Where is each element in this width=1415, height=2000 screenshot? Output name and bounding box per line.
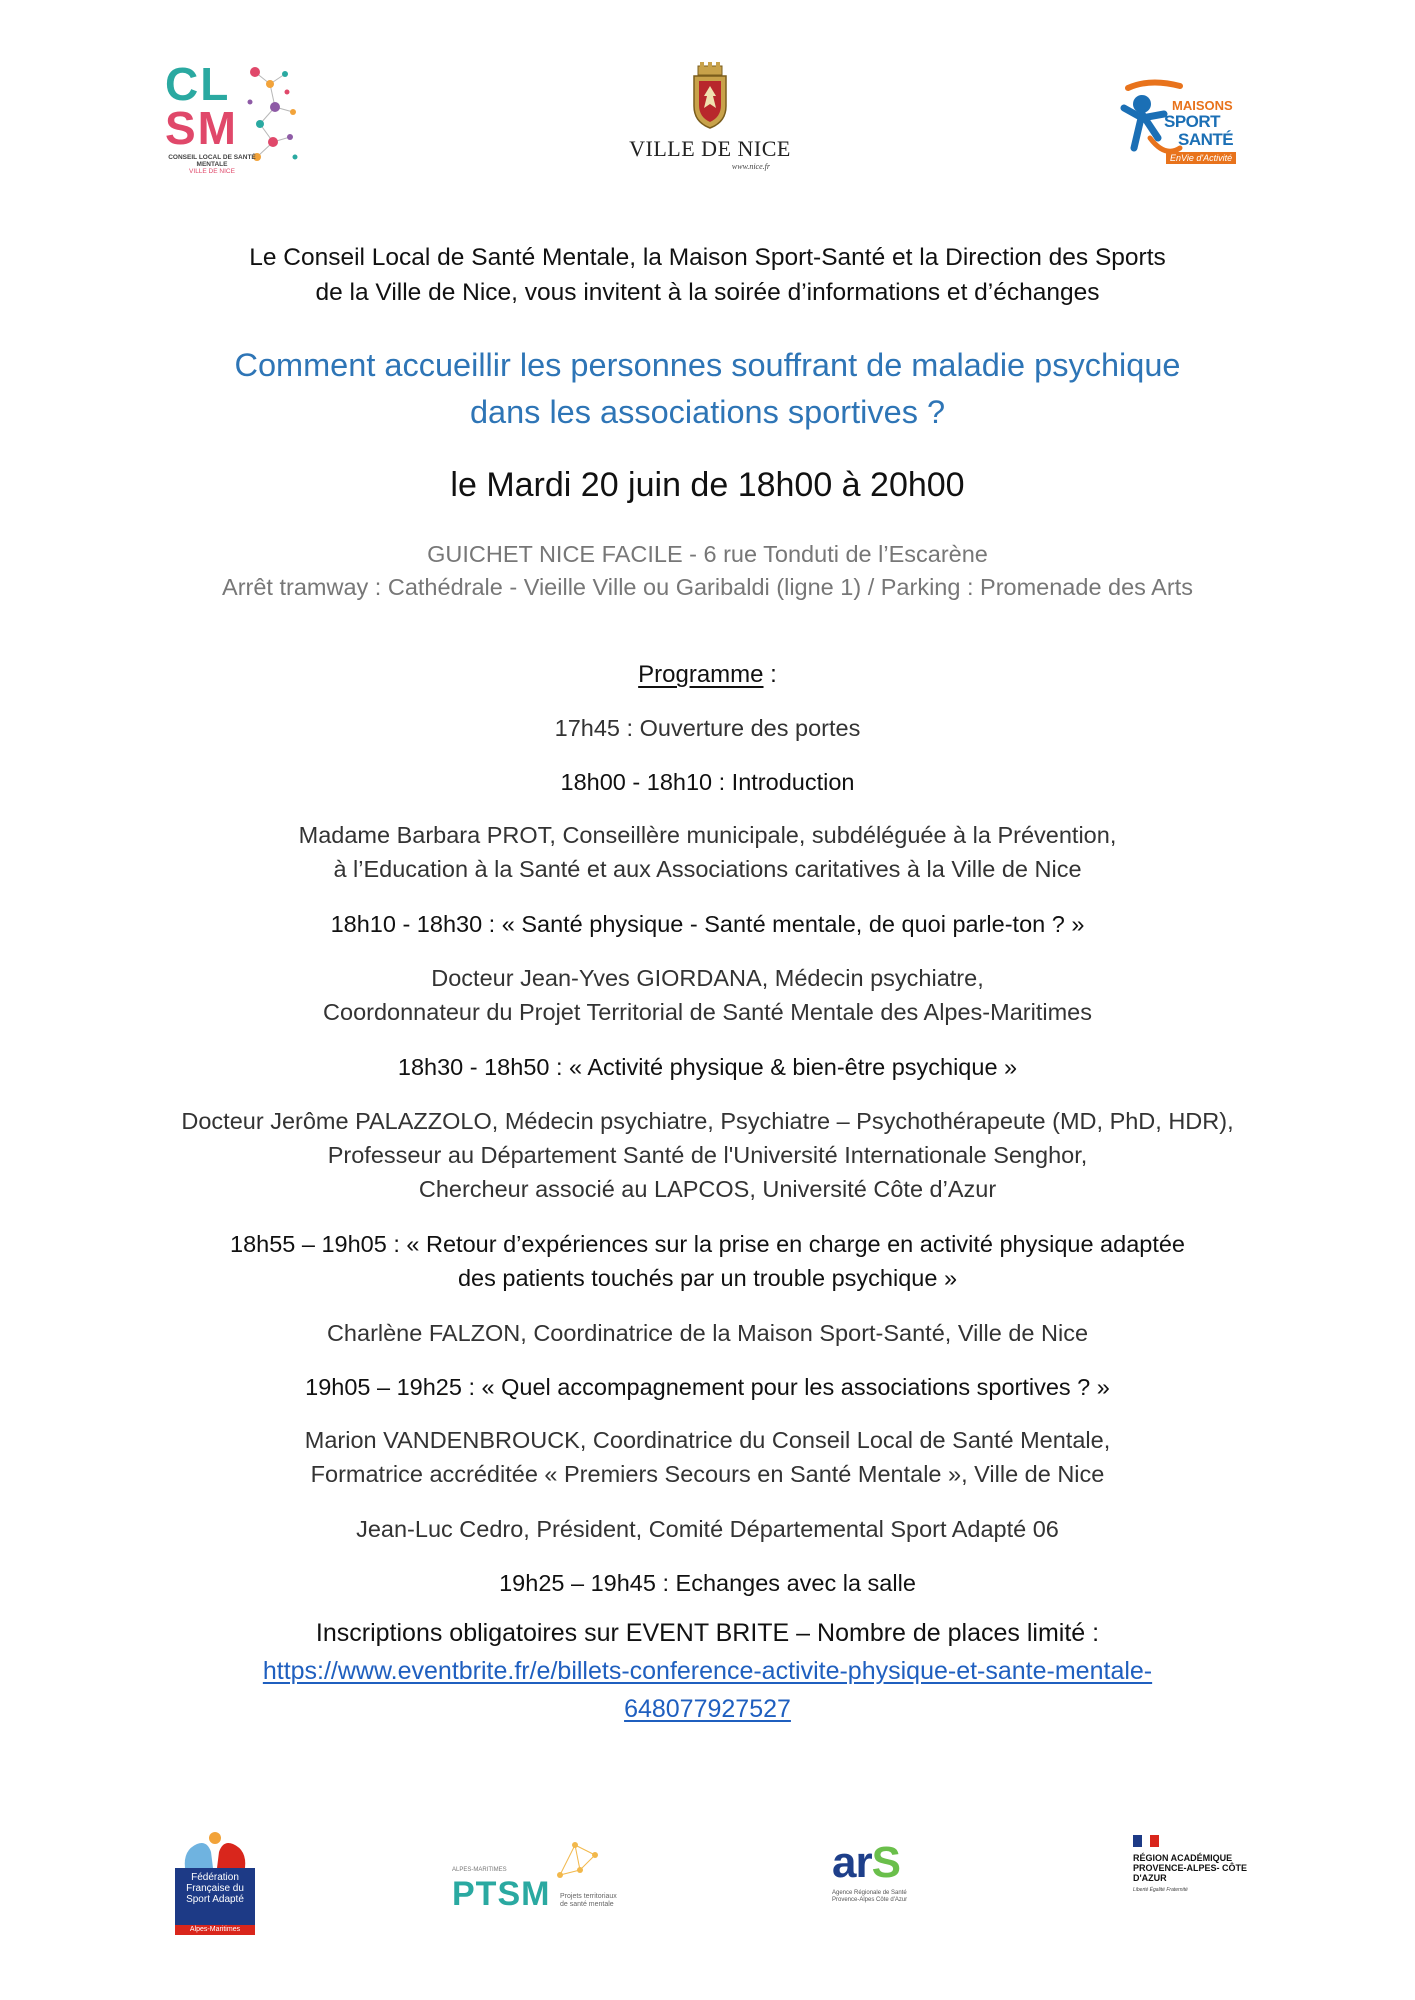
event-date-text: Mardi 20 juin de 18h00 à 20h00 xyxy=(486,466,965,504)
slot2-speaker-line-1: Docteur Jerôme PALAZZOLO, Médecin psychiatre, Psychiatre – Psychothérapeute (MD, PhD, HDR), xyxy=(181,1108,1234,1134)
slot4-speaker-line-1: Marion VANDENBROUCK, Coordinatrice du Conseil Local de Santé Mentale, xyxy=(304,1427,1111,1453)
clsm-logo xyxy=(165,58,305,182)
french-flag-icon xyxy=(1133,1835,1159,1847)
ptsm-top: ALPES-MARITIMES xyxy=(452,1867,507,1873)
headline-line-2: dans les associations sportives ? xyxy=(469,394,946,430)
ptsm-word-text: PTSM xyxy=(452,1875,551,1913)
slot2-speaker-line-2: Professeur au Département Santé de l'Université Internationale Senghor, xyxy=(327,1142,1088,1168)
programme-slot-4-speakers xyxy=(0,1423,1415,1491)
programme-slot-4: 19h05 – 19h25 : « Quel accompagnement pour les associations sportives ? » xyxy=(305,1374,1110,1400)
registration-link[interactable] xyxy=(0,1652,1415,1728)
maisons-sport-sante-logo xyxy=(1120,78,1250,168)
clsm-letters-top: CL xyxy=(165,58,231,110)
clsm-letters xyxy=(165,58,238,154)
nice-logo-url: www.nice.fr xyxy=(731,162,770,171)
ffsa-foot: Alpes-Maritimes xyxy=(175,1925,255,1935)
region-motto: Liberté Égalité Fraternité xyxy=(1133,1887,1188,1893)
programme-title-text: Programme xyxy=(638,661,764,688)
mss-line2: SPORT xyxy=(1164,112,1221,131)
programme-slot-4-speaker-3: Jean-Luc Cedro, Président, Comité Départemental Sport Adapté 06 xyxy=(356,1516,1059,1542)
ptsm-network-icon xyxy=(550,1835,610,1885)
programme-slot-5: 19h25 – 19h45 : Echanges avec la salle xyxy=(499,1570,916,1596)
intro-speaker-line-1: Madame Barbara PROT, Conseillère municipale, subdéléguée à la Prévention, xyxy=(298,822,1117,848)
nice-crest-icon xyxy=(680,62,740,132)
event-venue xyxy=(0,538,1415,604)
region-text: RÉGION ACADÉMIQUE PROVENCE-ALPES- CÔTE D'AZUR xyxy=(1133,1853,1248,1883)
ars-small: Agence Régionale de Santé Provence-Alpes Côte d'Azur xyxy=(832,1890,908,1903)
intro-text xyxy=(0,240,1415,310)
ffsa-hands-icon xyxy=(175,1830,255,1870)
headline-line-1: Comment accueillir les personnes souffrant de maladie psychique xyxy=(234,347,1181,383)
event-date xyxy=(0,463,1415,507)
region-academique-logo xyxy=(1133,1835,1263,1905)
programme-title-suffix: : xyxy=(763,661,777,688)
ville-de-nice-logo xyxy=(620,62,800,192)
intro-line-2: de la Ville de Nice, vous invitent à la soirée d’informations et d’échanges xyxy=(315,279,1100,306)
slot1-speaker-line-1: Docteur Jean-Yves GIORDANA, Médecin psychiatre, xyxy=(431,965,984,991)
clsm-caption xyxy=(167,154,257,175)
clsm-subcaption: VILLE DE NICE xyxy=(189,168,235,175)
ffsa-text: Fédération Française du Sport Adapté xyxy=(175,1868,255,1933)
venue-line-2: Arrêt tramway : Cathédrale - Vieille Ville ou Garibaldi (ligne 1) / Parking : Promenade des Arts xyxy=(222,574,1193,600)
programme-slot-1-speaker xyxy=(0,961,1415,1029)
ars-word-s: S xyxy=(871,1838,900,1887)
registration-text: Inscriptions obligatoires sur EVENT BRITE – Nombre de places limité : xyxy=(315,1619,1100,1647)
programme-slot-1: 18h10 - 18h30 : « Santé physique - Santé mentale, de quoi parle-ton ? » xyxy=(330,911,1085,937)
programme-slot-2: 18h30 - 18h50 : « Activité physique & bien-être psychique » xyxy=(397,1054,1018,1080)
ffsa-logo xyxy=(175,1830,255,1935)
slot1-speaker-line-2: Coordonnateur du Projet Territorial de Santé Mentale des Alpes-Maritimes xyxy=(323,999,1092,1025)
venue-line-1: GUICHET NICE FACILE - 6 rue Tonduti de l’Escarène xyxy=(427,541,988,567)
programme-slot-3-speaker: Charlène FALZON, Coordinatrice de la Maison Sport-Santé, Ville de Nice xyxy=(326,1320,1089,1346)
slot4-speaker-line-2: Formatrice accréditée « Premiers Secours en Santé Mentale », Ville de Nice xyxy=(310,1461,1105,1487)
mss-line1: MAISONS xyxy=(1172,98,1233,113)
mss-tag: EnVie d'Activité xyxy=(1166,152,1236,164)
event-date-prefix: le xyxy=(450,466,487,504)
ars-word-a: ar xyxy=(832,1838,872,1887)
intro-line-1: Le Conseil Local de Santé Mentale, la Maison Sport-Santé et la Direction des Sports xyxy=(249,244,1166,271)
programme-intro-speaker xyxy=(0,818,1415,886)
slot2-speaker-line-3: Chercheur associé au LAPCOS, Université Côte d’Azur xyxy=(418,1176,997,1202)
ptsm-small: Projets territoriaux de santé mentale xyxy=(560,1893,617,1908)
intro-speaker-line-2: à l’Education à la Santé et aux Associations caritatives à la Ville de Nice xyxy=(333,856,1082,882)
registration-link-line-1[interactable]: https://www.eventbrite.fr/e/billets-conference-activite-physique-et-sante-mentale- xyxy=(262,1657,1153,1685)
slot3-line-2: des patients touchés par un trouble psychique » xyxy=(457,1265,958,1291)
programme-slot-3 xyxy=(0,1227,1415,1295)
clsm-caption-text: CONSEIL LOCAL DE SANTÉ MENTALE xyxy=(168,154,256,168)
programme-title xyxy=(0,658,1415,692)
clsm-letters-bottom: SM xyxy=(165,102,238,154)
programme-opening: 17h45 : Ouverture des portes xyxy=(554,715,861,741)
ptsm-logo xyxy=(450,1835,625,1925)
slot3-line-1: 18h55 – 19h05 : « Retour d’expériences sur la prise en charge en activité physique adaptée xyxy=(230,1231,1185,1257)
mss-line3: SANTÉ xyxy=(1178,130,1234,149)
programme-slot-2-speaker xyxy=(0,1104,1415,1206)
ars-logo xyxy=(832,1838,932,1908)
registration-link-line-2[interactable]: 648077927527 xyxy=(624,1695,791,1723)
ptsm-word xyxy=(452,1875,550,1914)
nice-logo-title: VILLE DE NICE xyxy=(629,136,791,161)
event-headline xyxy=(0,342,1415,436)
ars-word xyxy=(832,1838,900,1888)
programme-intro-slot: 18h00 - 18h10 : Introduction xyxy=(560,769,855,795)
